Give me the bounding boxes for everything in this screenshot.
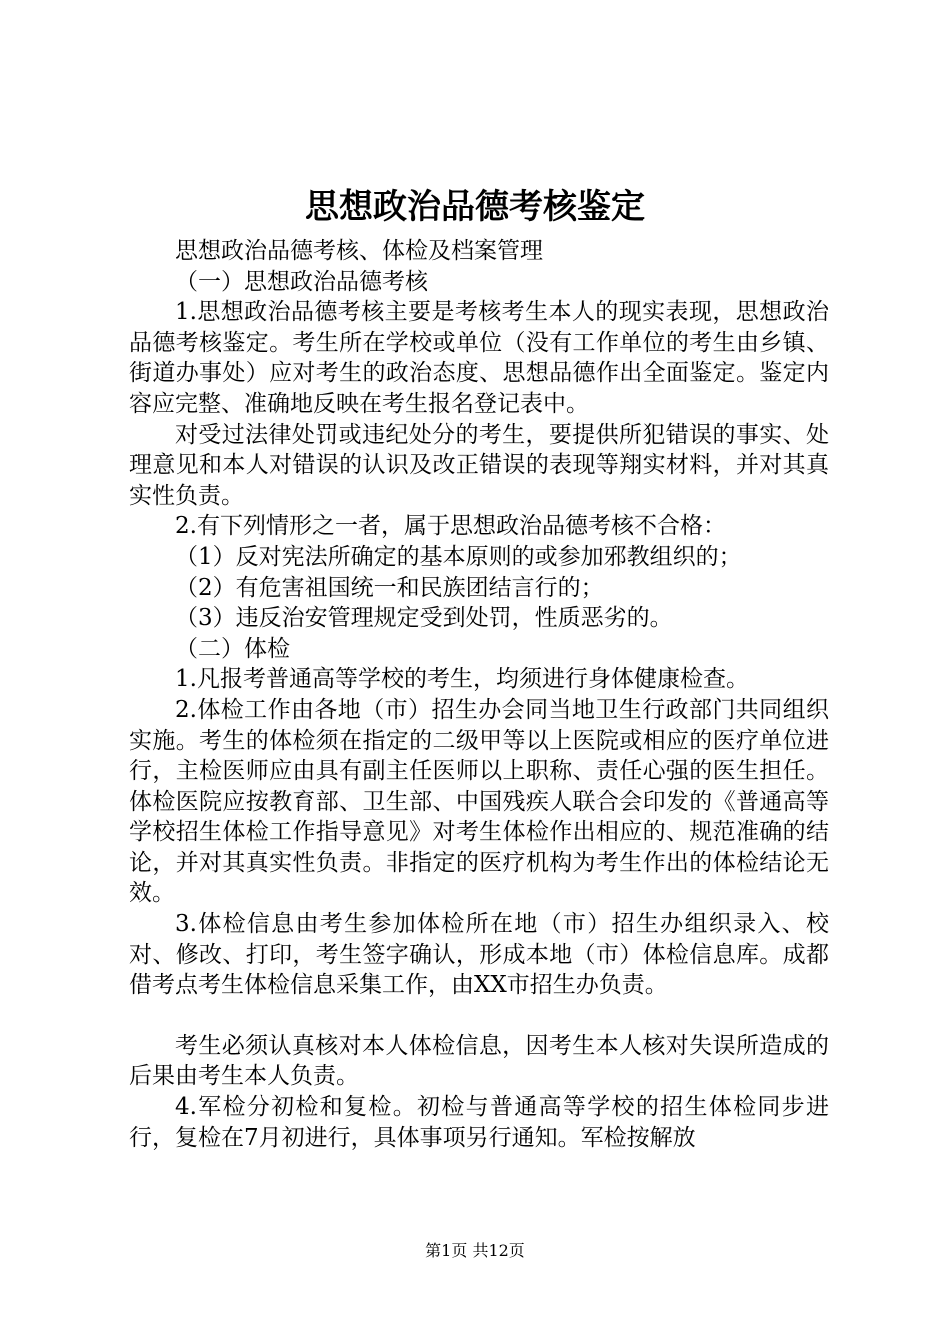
- page-footer: 第1页 共12页: [425, 1241, 525, 1260]
- paragraph: 1.思想政治品德考核主要是考核考生本人的现实表现，思想政治品德考核鉴定。考生所在学校或单位（没有工作单位的考生由乡镇、街道办事处）应对考生的政治态度、思想品德作出全面鉴定。鉴定内容应完整、准确地反映在考生报名登记表中。: [129, 299, 829, 417]
- document-body: [129, 236, 829, 1153]
- paragraph: （1）反对宪法所确定的基本原则的或参加邪教组织的；: [175, 543, 742, 570]
- paragraph: 对受过法律处罚或违纪处分的考生，要提供所犯错误的事实、处理意见和本人对错误的认识及改正错误的表现等翔实材料，并对其真实性负责。: [129, 421, 829, 509]
- paragraph: 思想政治品德考核、体检及档案管理: [175, 238, 543, 264]
- document-title: 思想政治品德考核鉴定: [305, 187, 645, 227]
- paragraph: 3.体检信息由考生参加体检所在地（市）招生办组织录入、校对、修改、打印，考生签字确认，形成本地（市）体检信息库。成都借考点考生体检信息采集工作，由XX市招生办负责。: [129, 911, 829, 999]
- paragraph: （二）体检: [175, 635, 290, 662]
- paragraph: 考生必须认真核对本人体检信息，因考生本人核对失误所造成的后果由考生本人负责。: [129, 1032, 829, 1090]
- paragraph: （2）有危害祖国统一和民族团结言行的；: [175, 574, 604, 601]
- paragraph: （3）违反治安管理规定受到处罚，性质恶劣的。: [175, 605, 673, 632]
- paragraph: 2.有下列情形之一者，属于思想政治品德考核不合格：: [175, 513, 726, 540]
- paragraph: （一）思想政治品德考核: [175, 268, 428, 295]
- paragraph: 2.体检工作由各地（市）招生办会同当地卫生行政部门共同组织实施。考生的体检须在指定的二级甲等以上医院或相应的医疗单位进行，主检医师应由具有副主任医师以上职称、责任心强的医生担任。体检医院应按教育部、卫生部、中国残疾人联合会印发的《普通高等学校招生体检工作指导意见》对考生体检作出相应的、规范准确的结论，并对其真实性负责。非指定的医疗机构为考生作出的体检结论无效。: [129, 696, 829, 907]
- paragraph: 4.军检分初检和复检。初检与普通高等学校的招生体检同步进行，复检在7月初进行，具体事项另行通知。军检按解放: [129, 1094, 829, 1151]
- paragraph: 1.凡报考普通高等学校的考生，均须进行身体健康检查。: [175, 666, 749, 693]
